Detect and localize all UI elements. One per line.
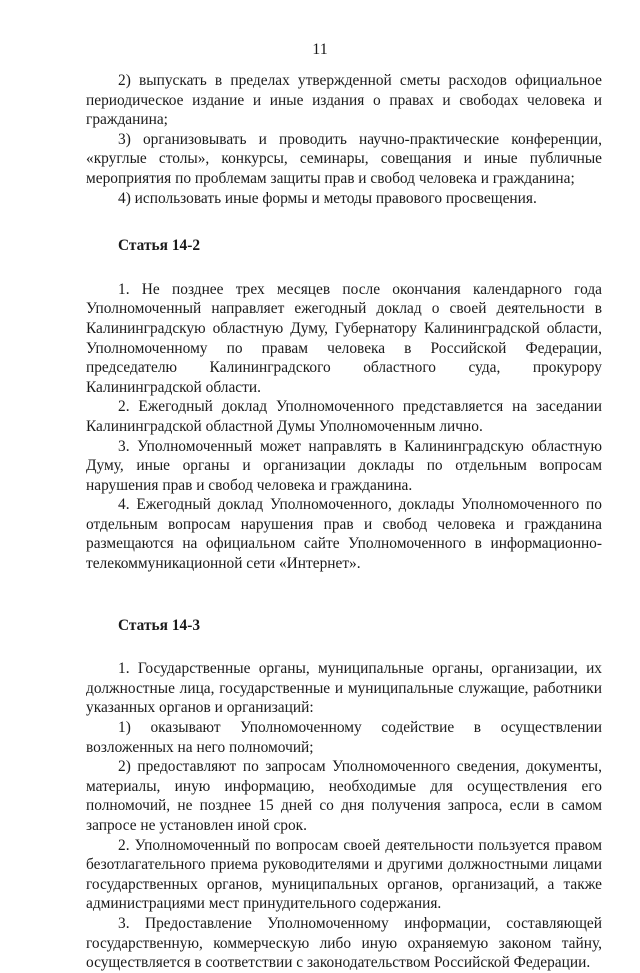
- list-item: 3) организовывать и проводить научно-практические конференции, «круглые столы», конкурсы, семинары, совещания и иные публичные мероприятия по проблемам защиты прав и свобод человека и гражданина;: [86, 130, 602, 187]
- article-paragraph: 2) предоставляют по запросам Уполномоченного сведения, документы, материалы, иную информацию, необходимые для осуществления его полномочий, не позднее 15 дней со дня получения запроса, если в самом запросе не установлен иной срок.: [86, 758, 602, 834]
- list-item: 2) выпускать в пределах утвержденной сметы расходов официальное периодическое издание и иные издания о правах и свободах человека и гражданина;: [86, 72, 602, 129]
- list-item: 4) использовать иные формы и методы правового просвещения.: [118, 189, 537, 207]
- article-paragraph: 1) оказывают Уполномоченному содействие в осуществлении возложенных на него полномочий;: [86, 719, 602, 756]
- article-paragraph: 3. Предоставление Уполномоченному информации, составляющей государственную, коммерческую либо иную охраняемую законом тайну, осуществляется в соответствии с законодательством Российской Федерации.: [86, 914, 602, 972]
- article-heading-14-3: Статья 14-3: [118, 616, 201, 634]
- article-paragraph: 2. Ежегодный доклад Уполномоченного представляется на заседании Калининградской областной Думы Уполномоченным лично.: [86, 398, 602, 435]
- article-paragraph: 4. Ежегодный доклад Уполномоченного, доклады Уполномоченного по отдельным вопросам нарушения прав и свобод человека и гражданина размещаются на официальном сайте Уполномоченного в информационно-телекоммуникационной сети «Интернет».: [86, 496, 602, 573]
- article-paragraph: 3. Уполномоченный может направлять в Калининградскую областную Думу, иные органы и организации доклады по отдельным вопросам нарушения прав и свобод человека и гражданина.: [86, 437, 602, 494]
- article-paragraph: 1. Не позднее трех месяцев после окончания календарного года Уполномоченный направляет ежегодный доклад о своей деятельности в Калининградскую областную Думу, Губернатору Калининградской области, Уполномоченному по правам человека в Российской Федерации, председателю Калининградского областного суда, прокурору Калининградской области.: [86, 280, 602, 396]
- article-paragraph: 1. Государственные органы, муниципальные органы, организации, их должностные лица, государственные и муниципальные служащие, работники указанных органов и организаций:: [86, 660, 602, 717]
- document-body: [86, 71, 602, 973]
- page-number: 11: [312, 41, 328, 58]
- article-paragraph: 2. Уполномоченный по вопросам своей деятельности пользуется правом безотлагательного приема руководителями и другими должностными лицами государственных органов, муниципальных органов, организаций, а также администрациями мест принудительного содержания.: [86, 836, 602, 913]
- article-heading-14-2: Статья 14-2: [118, 237, 201, 255]
